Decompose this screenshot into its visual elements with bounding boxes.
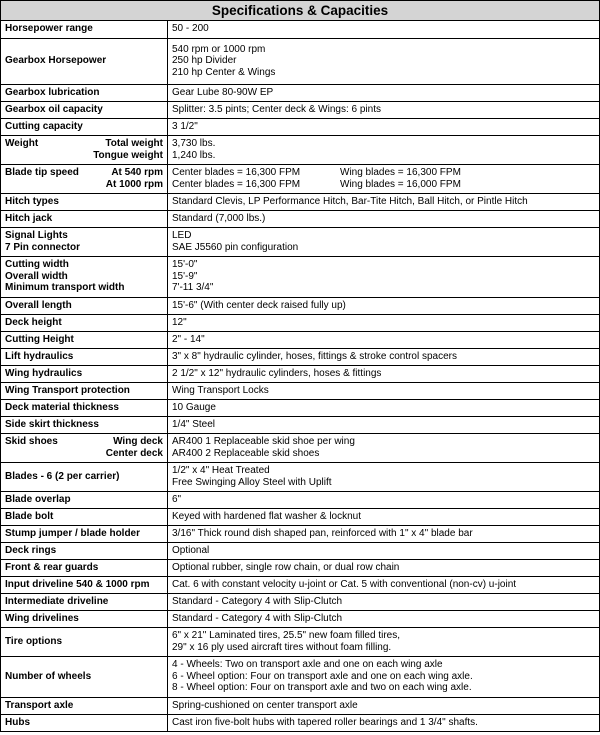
spec-label [1,656,168,697]
spec-sublabel: At 1000 rpm [105,178,163,190]
spec-row [1,164,599,193]
spec-label [1,227,168,256]
spec-label [1,399,168,416]
spec-value-line: 8 - Wheel option: Four on transport axle and two on each wing axle. [172,682,472,694]
spec-value-wing: Wing blades = 16,000 FPM [340,178,461,190]
spec-value [168,542,600,559]
spec-label-line: Minimum transport width [5,282,125,294]
spec-label [1,118,168,135]
spec-row [1,365,599,382]
spec-row [1,382,599,399]
spec-value [168,610,600,627]
spec-label [1,314,168,331]
spec-value-line: 1,240 lbs. [172,149,216,161]
spec-value [168,118,600,135]
spec-value-line: LED [172,229,192,241]
spec-label [1,382,168,399]
spec-row [1,559,599,576]
spec-value [168,593,600,610]
spec-label [1,610,168,627]
spec-value-line: 15'-6" (With center deck raised fully up) [172,299,346,311]
spec-label [1,462,168,491]
spec-row [1,627,599,656]
spec-value-line [172,179,595,191]
spec-value-line: 6" [172,493,182,505]
spec-value [168,576,600,593]
spec-label-line: Overall length [5,299,72,311]
spec-label-line: Deck material thickness [5,401,119,413]
spec-label-line: 7 Pin connector [5,241,81,253]
spec-value-line [172,167,595,179]
spec-row [1,101,599,118]
spec-label-line: Tire options [5,635,63,647]
spec-value [168,559,600,576]
spec-row [1,135,599,164]
spec-value [168,227,600,256]
spec-value [168,193,600,210]
spec-value-center: Center blades = 16,300 FPM [172,166,301,178]
spec-value [168,297,600,314]
spec-value [168,433,600,462]
spec-value-line: 7'-11 3/4" [172,282,214,294]
spec-label [1,576,168,593]
spec-value [168,331,600,348]
spec-value [168,627,600,656]
spec-label-line: Gearbox Horsepower [5,55,107,67]
spec-value-line: 2 1/2" x 12" hydraulic cylinders, hoses & fittings [172,367,382,379]
spec-value [168,21,600,38]
spec-value [168,210,600,227]
spec-label-line: Cutting width [5,259,69,271]
spec-label [1,365,168,382]
spec-label [1,508,168,525]
spec-label-line: Signal Lights [5,229,68,241]
spec-value [168,101,600,118]
spec-label-line: Intermediate driveline [5,595,109,607]
spec-row [1,508,599,525]
spec-label-line: Hitch types [5,195,59,207]
spec-row [1,84,599,101]
spec-label [1,135,168,164]
spec-label [1,697,168,714]
spec-value-line: AR400 1 Replaceable skid shoe per wing [172,435,355,447]
spec-label-line: Blade overlap [5,493,71,505]
spec-value [168,525,600,542]
spec-row [1,714,599,731]
spec-value-wing: Wing blades = 16,300 FPM [340,166,461,178]
spec-label-line: Horsepower range [5,23,93,35]
spec-label-line: Front & rear guards [5,561,99,573]
spec-value [168,314,600,331]
spec-value-line: Cat. 6 with constant velocity u-joint or Cat. 5 with conventional (non-cv) u-joint [172,578,517,590]
spec-label-line: Hubs [5,716,30,728]
spec-label-line: Input driveline 540 & 1000 rpm [5,578,150,590]
spec-label [1,101,168,118]
spec-value [168,399,600,416]
spec-row [1,656,599,697]
sheet-title: Specifications & Capacities [1,1,599,21]
spec-value-line: AR400 2 Replaceable skid shoes [172,447,320,459]
spec-value-line: 1/4" Steel [172,418,216,430]
spec-value-line: Free Swinging Alloy Steel with Uplift [172,476,332,488]
spec-row [1,21,599,38]
specifications-table [1,21,599,731]
spec-label [1,193,168,210]
spec-value-line: Optional rubber, single row chain, or dual row chain [172,561,400,573]
spec-sublabel: Center deck [105,447,163,459]
spec-row [1,38,599,84]
spec-label [1,164,168,193]
spec-row [1,210,599,227]
spec-value-line: Standard - Category 4 with Slip-Clutch [172,595,343,607]
spec-label [1,256,168,297]
spec-label-line: Hitch jack [5,212,53,224]
spec-label-line: Transport axle [5,699,74,711]
spec-label [1,21,168,38]
spec-value-line: 50 - 200 [172,23,209,35]
spec-label [1,593,168,610]
spec-value [168,382,600,399]
spec-value [168,416,600,433]
spec-value-line: 12" [172,316,187,328]
spec-row [1,610,599,627]
spec-value [168,164,600,193]
spec-value [168,508,600,525]
spec-value-line: 3 1/2" [172,120,198,132]
spec-value-center: Center blades = 16,300 FPM [172,178,301,190]
spec-label-line: Lift hydraulics [5,350,74,362]
spec-row [1,491,599,508]
spec-row [1,416,599,433]
spec-row [1,697,599,714]
spec-label-line [5,179,75,191]
spec-value-line: 3,730 lbs. [172,137,216,149]
spec-value-line: 4 - Wheels: Two on transport axle and one on each wing axle [172,659,443,671]
spec-value-line: 15'-0" [172,259,198,271]
spec-sublabel: At 540 rpm [111,166,163,178]
spec-label-line: Side skirt thickness [5,418,99,430]
spec-label [1,714,168,731]
spec-value [168,256,600,297]
spec-row [1,118,599,135]
spec-label [1,491,168,508]
spec-value-line: Spring-cushioned on center transport axle [172,699,358,711]
spec-row [1,256,599,297]
spec-value-line: Optional [172,544,210,556]
spec-label-line: Wing Transport protection [5,384,130,396]
spec-value-line: 10 Gauge [172,401,216,413]
spec-row [1,433,599,462]
spec-label-line: Blade bolt [5,510,54,522]
spec-value-line: 6" x 21" Laminated tires, 25.5" new foam filled tires, [172,629,400,641]
spec-label-line: Wing hydraulics [5,367,83,379]
spec-value [168,348,600,365]
spec-label-line: Deck rings [5,544,57,556]
spec-label [1,416,168,433]
spec-value-line: 15'-9" [172,270,198,282]
spec-sublabel: Total weight [105,137,163,149]
spec-label-line: Number of wheels [5,670,92,682]
spec-label-line: Stump jumper / blade holder [5,527,141,539]
spec-row [1,542,599,559]
spec-row [1,525,599,542]
spec-value-line: Cast iron five-bolt hubs with tapered roller bearings and 1 3/4" shafts. [172,716,478,728]
spec-label-line: Overall width [5,270,68,282]
specifications-table-body [1,21,599,731]
spec-label-line: Skid shoes [5,435,58,447]
spec-row [1,348,599,365]
spec-value-line: Standard Clevis, LP Performance Hitch, Bar-Tite Hitch, Ball Hitch, or Pintle Hitch [172,195,528,207]
spec-row [1,576,599,593]
spec-value [168,714,600,731]
spec-label-line [5,150,75,162]
spec-value-line: Gear Lube 80-90W EP [172,86,274,98]
spec-value-line: 3/16" Thick round dish shaped pan, reinforced with 1" x 4" blade bar [172,527,473,539]
spec-value-line: Standard - Category 4 with Slip-Clutch [172,612,343,624]
spec-label-line: Deck height [5,316,62,328]
spec-label-line [5,448,75,460]
spec-label [1,348,168,365]
spec-value-line: 2" - 14" [172,333,205,345]
spec-label-line: Wing drivelines [5,612,79,624]
spec-label [1,331,168,348]
spec-value-line: SAE J5560 pin configuration [172,241,299,253]
spec-row [1,314,599,331]
spec-label-line: Blade tip speed [5,166,79,178]
spec-value-line: Wing Transport Locks [172,384,269,396]
spec-row [1,462,599,491]
spec-label-line: Cutting capacity [5,120,83,132]
spec-value-line: 210 hp Center & Wings [172,66,276,78]
spec-label [1,525,168,542]
spec-value [168,38,600,84]
spec-sublabel: Wing deck [113,435,163,447]
spec-label [1,297,168,314]
spec-label [1,627,168,656]
spec-value-line: 6 - Wheel option: Four on transport axle and one on each wing axle. [172,670,473,682]
spec-row [1,331,599,348]
spec-value [168,84,600,101]
spec-label-line: Blades - 6 (2 per carrier) [5,470,120,482]
spec-value [168,462,600,491]
spec-value-line: Splitter: 3.5 pints; Center deck & Wings: 6 pints [172,103,381,115]
spec-row [1,593,599,610]
spec-label [1,84,168,101]
spec-sublabel: Tongue weight [93,149,163,161]
spec-label [1,210,168,227]
spec-value [168,656,600,697]
spec-label [1,38,168,84]
spec-value [168,697,600,714]
spec-value [168,491,600,508]
spec-label-line: Cutting Height [5,333,74,345]
spec-row [1,297,599,314]
spec-label [1,542,168,559]
spec-row [1,193,599,210]
spec-value-line: 540 rpm or 1000 rpm [172,43,266,55]
spec-row [1,399,599,416]
spec-value-line: Standard (7,000 lbs.) [172,212,266,224]
spec-value-line: Keyed with hardened flat washer & locknut [172,510,361,522]
spec-label [1,433,168,462]
spec-label-line: Gearbox oil capacity [5,103,103,115]
spec-label [1,559,168,576]
spec-value-line: 1/2" x 4" Heat Treated [172,464,270,476]
spec-value-line: 250 hp Divider [172,55,237,67]
spec-value [168,135,600,164]
spec-label-line: Weight [5,137,39,149]
spec-value-line: 29" x 16 ply used aircraft tires without foam filling. [172,641,392,653]
spec-row [1,227,599,256]
spec-value [168,365,600,382]
spec-value-line: 3" x 8" hydraulic cylinder, hoses, fittings & stroke control spacers [172,350,458,362]
spec-label-line: Gearbox lubrication [5,86,100,98]
